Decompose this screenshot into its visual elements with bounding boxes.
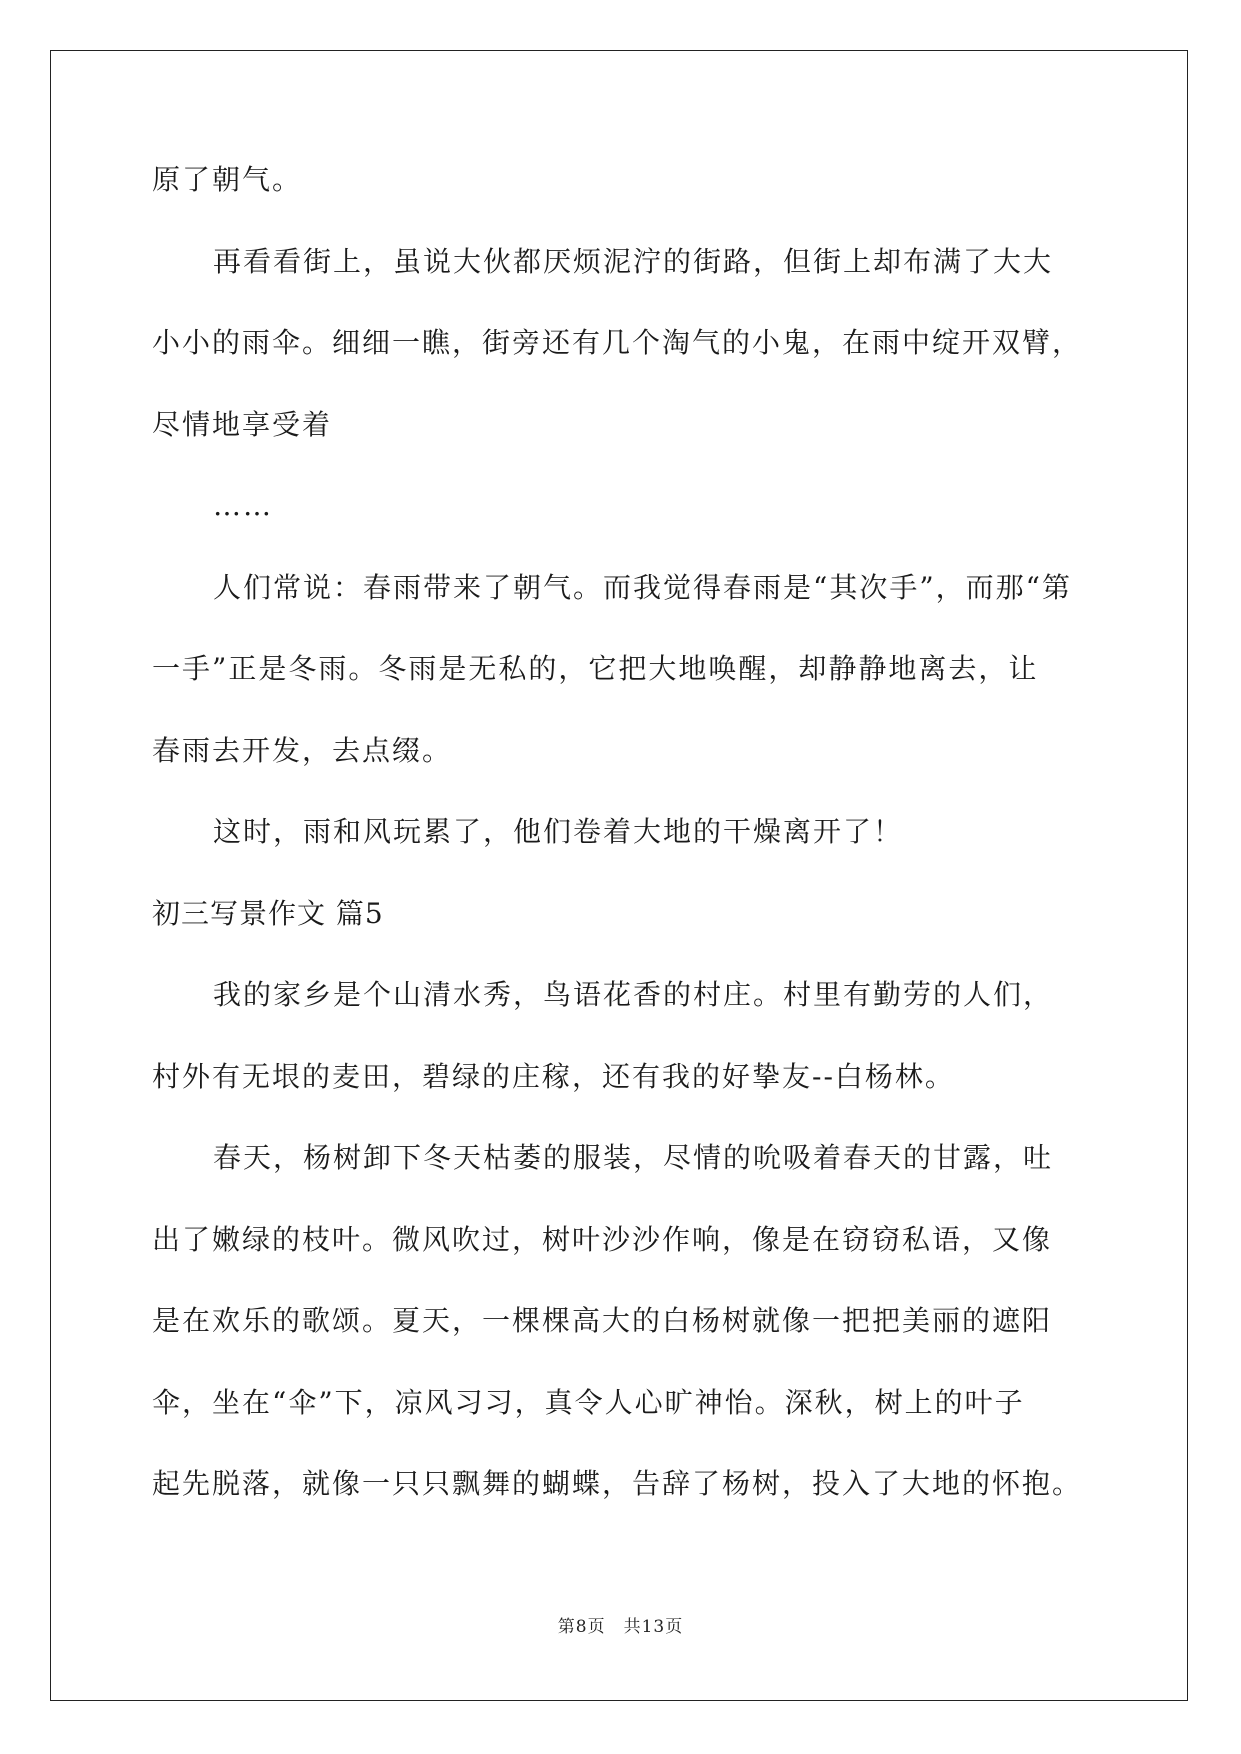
ellipsis-line: …… (213, 489, 273, 522)
text-line: 尽情地享受着 (152, 407, 333, 441)
text-line: 原了朝气。 (152, 163, 303, 196)
section-heading: 初三写景作文 篇5 (152, 896, 384, 930)
text-line: 出了嫩绿的枝叶。微风吹过，树叶沙沙作响，像是在窃窃私语，又像 (152, 1222, 1053, 1256)
text-line: 我的家乡是个山清水秀，鸟语花香的村庄。村里有勤劳的人们， (213, 978, 1054, 1011)
text-line: 村外有无垠的麦田，碧绿的庄稼，还有我的好挚友--白杨林。 (152, 1059, 955, 1093)
text-line: 小小的雨伞。细细一瞧，街旁还有几个淘气的小鬼，在雨中绽开双臂， (152, 326, 1083, 359)
text-line: 春天，杨树卸下冬天枯萎的服装，尽情的吮吸着春天的甘露，吐 (213, 1141, 1054, 1174)
text-line: 是在欢乐的歌颂。夏天，一棵棵高大的白杨树就像一把把美丽的遮阳 (152, 1304, 1053, 1337)
text-line: 人们常说：春雨带来了朝气。而我觉得春雨是“其次手”，而那“第 (213, 570, 1072, 604)
page-total: 共13页 (623, 1617, 684, 1637)
text-line: 伞，坐在“伞”下，凉风习习，真令人心旷神怡。深秋，树上的叶子 (152, 1385, 1025, 1419)
text-line: 一手”正是冬雨。冬雨是无私的，它把大地唤醒，却静静地离去，让 (152, 652, 1039, 685)
document-body (152, 160, 1102, 1546)
text-line: 这时，雨和风玩累了，他们卷着大地的干燥离开了！ (213, 815, 904, 848)
page-number: 第8页 (557, 1617, 606, 1637)
page-footer (0, 1612, 1241, 1637)
text-line: 春雨去开发，去点缀。 (152, 733, 453, 767)
text-line: 再看看街上，虽说大伙都厌烦泥泞的街路，但街上却布满了大大 (213, 244, 1054, 278)
text-line: 起先脱落，就像一只只飘舞的蝴蝶，告辞了杨树，投入了大地的怀抱。 (152, 1467, 1083, 1500)
